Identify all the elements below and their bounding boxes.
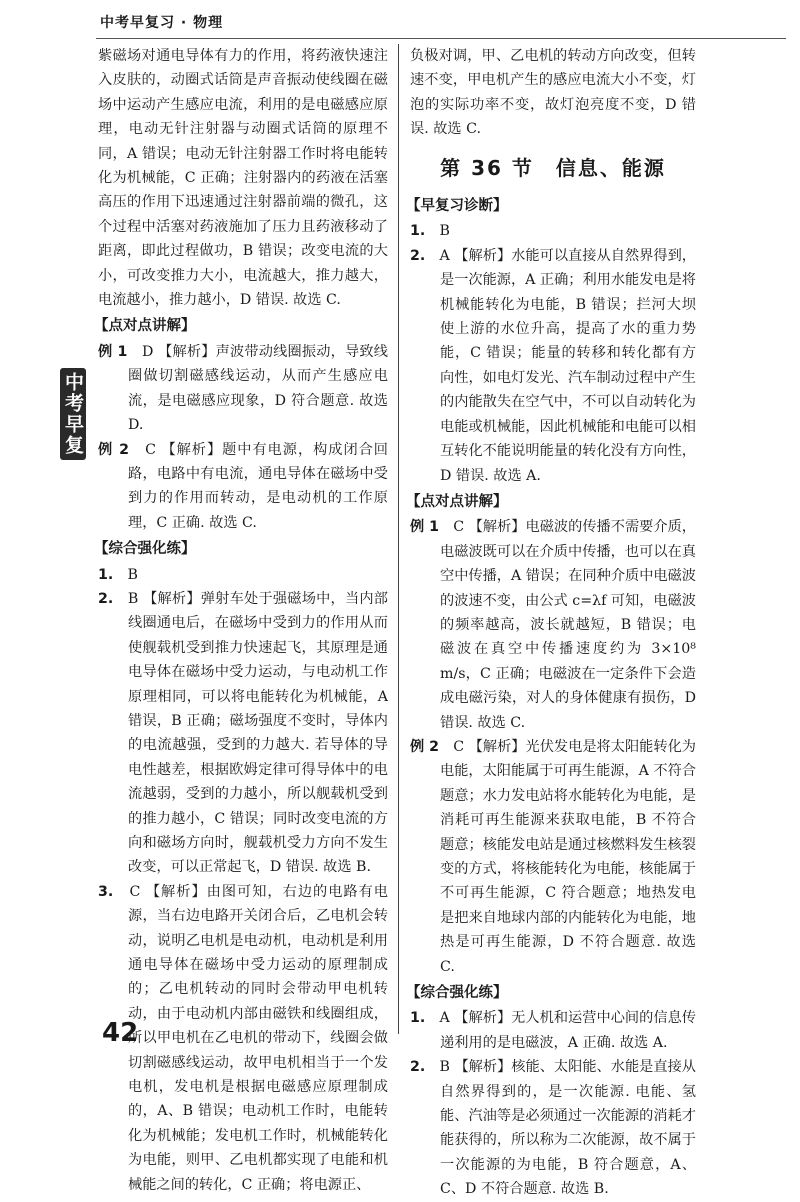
question-answer: B [127,566,138,583]
question-1 [98,563,388,587]
question-answer: B 【解析】核能、太阳能、水能是直接从自然界得到的，是一次能源. 电能、氢能、汽油等是必须通过一次能源的消耗才能获得的，所以称为二次能源，故不属于一次能源的为电能，B 符合题意，A、C、D 不符合题意. 故选 B. [439,1059,696,1198]
continued-text: 负极对调，甲、乙电机的转动方向改变，但转速不变，甲电机产生的感应电流大小不变，灯泡的实际功率不变，故灯泡亮度不变，D 错误. 故选 C. [410,48,696,138]
section-heading-diagnosis: 【早复习诊断】 [406,198,508,215]
question-answer: B [439,223,450,240]
continued-text: 紫磁场对通电导体有力的作用，将药液快速注入皮肤的，动圈式话筒是声音振动使线圈在磁场中运动产生感应电流，利用的是电磁感应原理，电动无针注射器与动圈式话筒的原理不同，A 错误；电动无针注射器工作时将电能转化为机械能，C 正确；注射器内的药液在活塞高压的作用下迅速通过注射器前端的微孔，这个过程中活塞对药液施加了压力且药液移动了距离，即此过程做功，B 错误；改变电流的大小，可改变推力大小，电流越大，推力越大，电流越小，推力越小，D 错误. 故选 C. [98,48,388,309]
side-tab: 中考早复习 [60,368,86,460]
question-number: 2. [410,247,426,264]
question-number: 2. [410,1059,426,1076]
diagnosis-2 [410,244,696,488]
section-heading-point: 【点对点讲解】 [406,493,508,510]
question-number: 1. [98,566,114,583]
example-label: 例 2 [410,738,440,755]
running-header: 中考早复习 · 物理 [100,15,224,31]
page-number: 42 [102,1018,139,1048]
example-text: C 【解析】光伏发电是将太阳能转化为电能，太阳能属于可再生能源，A 不符合题意；水力发电站将水能转化为电能，是消耗可再生能源来获取电能，B 不符合题意；核能发电站是通过核燃料发生核裂变的方式，将核能转化为电能，核能属于不可再生能源，C 符合题意；地热发电是把来自地球内部的内能转化为电能，地热是可再生能源，D 不符合题意. 故选 C. [440,738,696,975]
example-label: 例 2 [98,441,129,458]
question-1 [410,1006,696,1055]
example-2 [410,735,696,979]
right-column [406,44,696,1202]
question-2 [410,1055,696,1201]
example-1 [410,515,696,735]
example-text: C 【解析】电磁波的传播不需要介质，电磁波既可以在介质中传播，也可以在真空中传播，A 错误；在同种介质中电磁波的波速不变，由公式 c=λf 可知，电磁波的频率越高，波长就越短，B 错误；电磁波在真空中传播速度约为 3×10⁸ m/s，C 正确；电磁波在一定条件下会造成电磁污染，对人的身体健康有损伤，D 错误. 故选 C. [440,519,696,731]
example-text: D 【解析】声波带动线圈振动，导致线圈做切割磁感线运动，从而产生感应电流，是电磁感应现象，D 符合题意. 故选 D. [128,343,388,434]
section-heading-practice: 【综合强化练】 [406,985,508,1002]
question-number: 1. [410,223,426,240]
example-label: 例 1 [98,343,128,360]
example-2 [98,438,388,536]
question-answer: A 【解析】水能可以直接从自然界得到，是一次能源，A 正确；利用水能发电是将机械能转化为电能，B 错误；拦河大坝使上游的水位升高，提高了水的重力势能，C 错误；能量的转移和转化都有方向性，如电灯发光、汽车制动过程中产生的内能散失在空气中，不可以自动转化为电能或机械能，因此机械能和电能可以相互转化不能说明能量的转化没有方向性，D 错误. 故选 A. [439,247,696,484]
example-label: 例 1 [410,519,440,536]
question-2 [98,587,388,880]
question-number: 3. [98,883,114,900]
question-answer: A 【解析】无人机和运营中心间的信息传递利用的是电磁波，A 正确. 故选 A. [439,1010,696,1051]
question-3 [98,880,388,1197]
header-rule [96,38,786,39]
question-answer: B 【解析】弹射车处于强磁场中，当内部线圈通电后，在磁场中受到力的作用从而使舰载机受到推力快速起飞，其原理是通电导体在磁场中受力运动，与电动机工作原理相同，可以将电能转化为机械能，A 错误，B 正确；磁场强度不变时，导体内的电流越强，受到的力越大. 若导体的导电性越差，根据欧姆定律可得导体中的电流越弱，受到的力越小，所以舰载机受到的推力越小，C 错误；同时改变电流的方向和磁场方向时，舰载机受力方向不发生改变，可以正常起飞，D 错误. 故选 B. [127,590,388,876]
section-heading-point: 【点对点讲解】 [94,318,196,335]
section-heading-practice: 【综合强化练】 [94,541,196,558]
column-divider [398,44,399,1034]
example-text: C 【解析】题中有电源，构成闭合回路，电路中有电流，通电导体在磁场中受到力的作用而转动，是电动机的工作原理，C 正确. 故选 C. [128,441,388,531]
chapter-title: 第 36 节 信息、能源 [440,155,666,180]
question-number: 1. [410,1010,426,1027]
example-1 [98,340,388,438]
question-number: 2. [98,590,114,607]
left-column [94,44,388,1197]
question-answer: C 【解析】由图可知，右边的电路有电源，当右边电路开关闭合后，乙电机会转动，说明乙电机是电动机，电动机是利用通电导体在磁场中受力运动的原理制成的；乙电机转动的同时会带动甲电机转动，由于电动机内部由磁铁和线圈组成，所以甲电机在乙电机的带动下，线圈会做切割磁感线运动，故甲电机相当于一个发电机，发电机是根据电磁感应原理制成的，A、B 错误；电动机工作时，电能转化为机械能；发电机工作时，机械能转化为电能，则甲、乙电机都实现了电能和机械能之间的转化，C 正确；将电源正、 [128,883,388,1193]
diagnosis-1 [410,219,696,243]
